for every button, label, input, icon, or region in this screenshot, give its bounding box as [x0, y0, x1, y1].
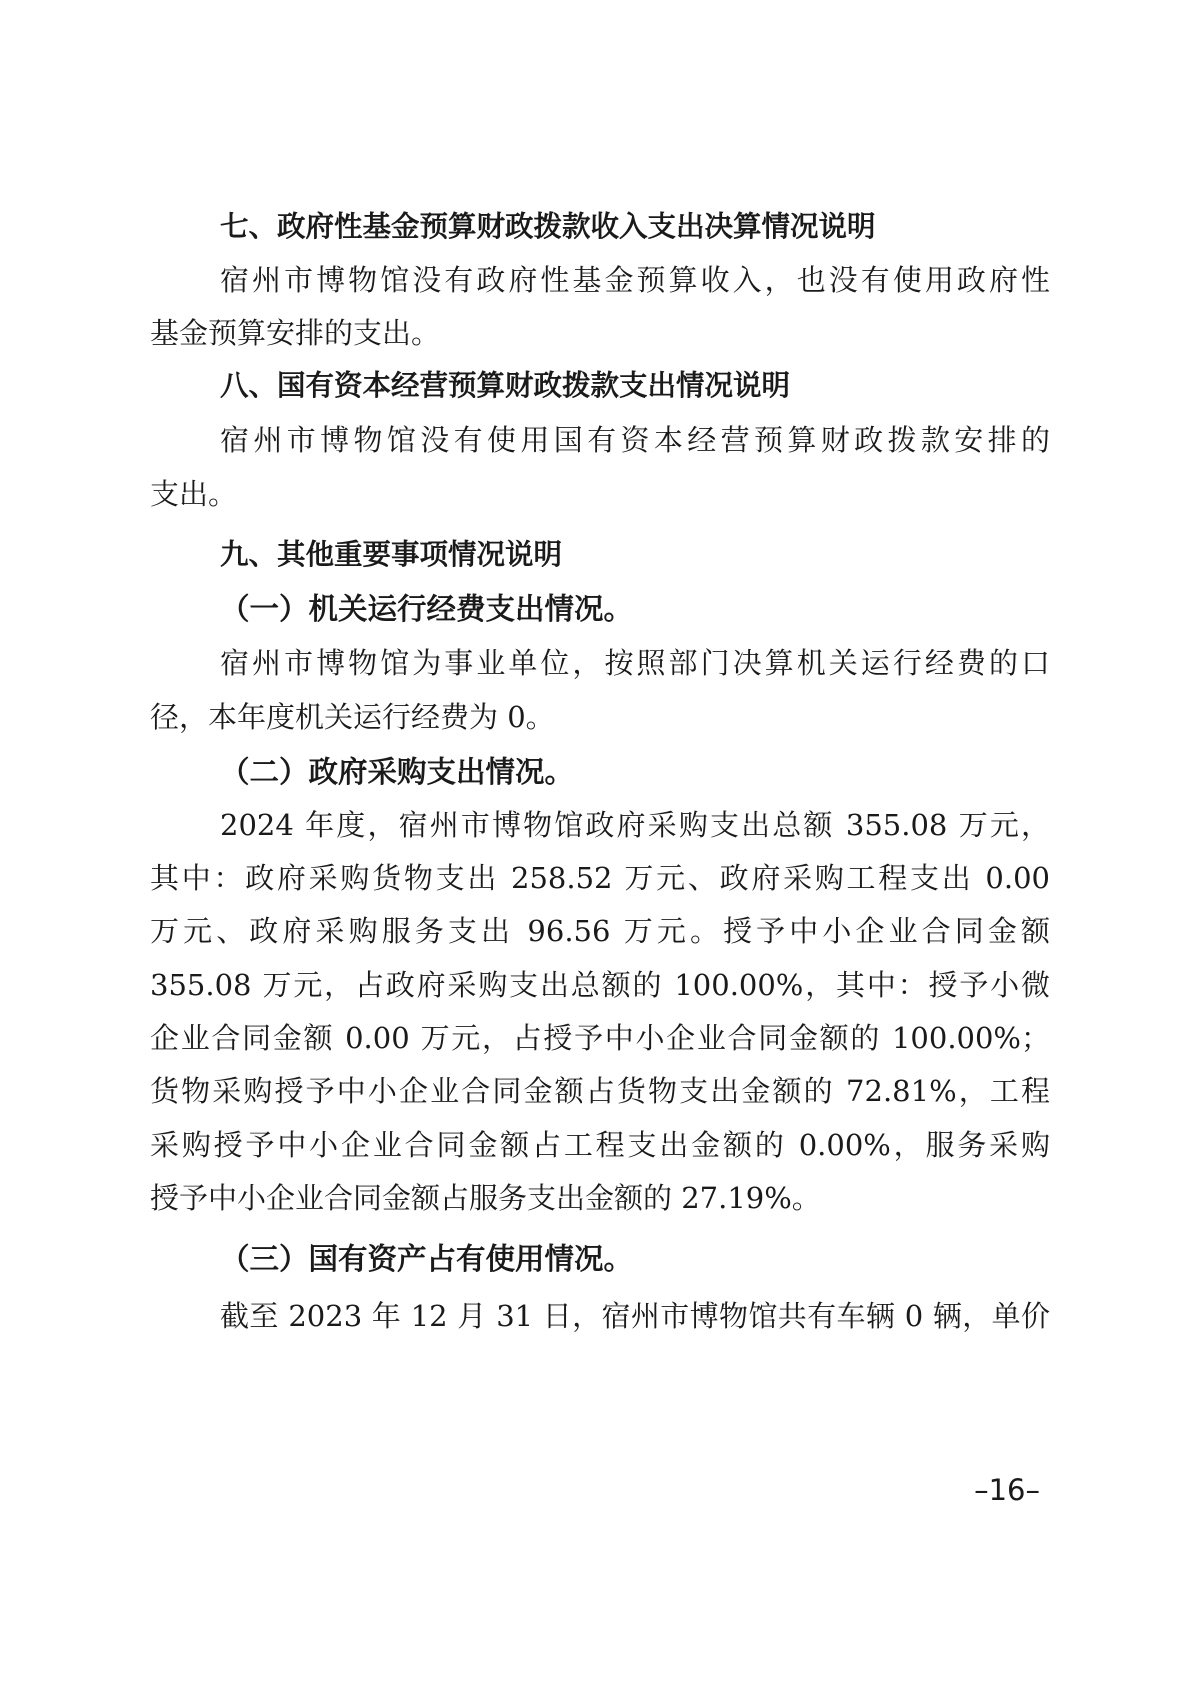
subsection-heading-2: （二）政府采购支出情况。: [220, 755, 575, 789]
paragraph-line: 万元、政府采购服务支出 96.56 万元。授予中小企业合同金额: [150, 914, 1050, 948]
paragraph-line: 2024 年度，宿州市博物馆政府采购支出总额 355.08 万元，: [220, 808, 1050, 842]
paragraph-line: 支出。: [150, 477, 238, 511]
page-number: –16–: [974, 1473, 1040, 1507]
section-heading-7: 七、政府性基金预算财政拨款收入支出决算情况说明: [220, 210, 876, 243]
paragraph-line: 宿州市博物馆为事业单位，按照部门决算机关运行经费的口: [220, 646, 1050, 680]
section-heading-9: 九、其他重要事项情况说明: [220, 538, 563, 571]
paragraph-line: 采购授予中小企业合同金额占工程支出金额的 0.00%，服务采购: [150, 1128, 1050, 1162]
subsection-heading-3: （三）国有资产占有使用情况。: [220, 1242, 634, 1276]
paragraph-line: 授予中小企业合同金额占服务支出金额的 27.19%。: [150, 1181, 821, 1215]
paragraph-line: 其中：政府采购货物支出 258.52 万元、政府采购工程支出 0.00: [150, 861, 1050, 895]
subsection-heading-1: （一）机关运行经费支出情况。: [220, 592, 634, 626]
paragraph-line: 企业合同金额 0.00 万元，占授予中小企业合同金额的 100.00%；: [150, 1021, 1050, 1055]
paragraph-line: 径，本年度机关运行经费为 0。: [150, 700, 555, 734]
paragraph-line: 货物采购授予中小企业合同金额占货物支出金额的 72.81%，工程: [150, 1074, 1050, 1108]
section-heading-8: 八、国有资本经营预算财政拨款支出情况说明: [220, 369, 791, 402]
paragraph-line: 宿州市博物馆没有使用国有资本经营预算财政拨款安排的: [220, 423, 1050, 457]
paragraph-line: 宿州市博物馆没有政府性基金预算收入，也没有使用政府性: [220, 263, 1050, 297]
paragraph-line: 355.08 万元，占政府采购支出总额的 100.00%，其中：授予小微: [150, 968, 1050, 1002]
paragraph-line: 截至 2023 年 12 月 31 日，宿州市博物馆共有车辆 0 辆，单价: [220, 1299, 1050, 1333]
paragraph-line: 基金预算安排的支出。: [150, 316, 441, 350]
